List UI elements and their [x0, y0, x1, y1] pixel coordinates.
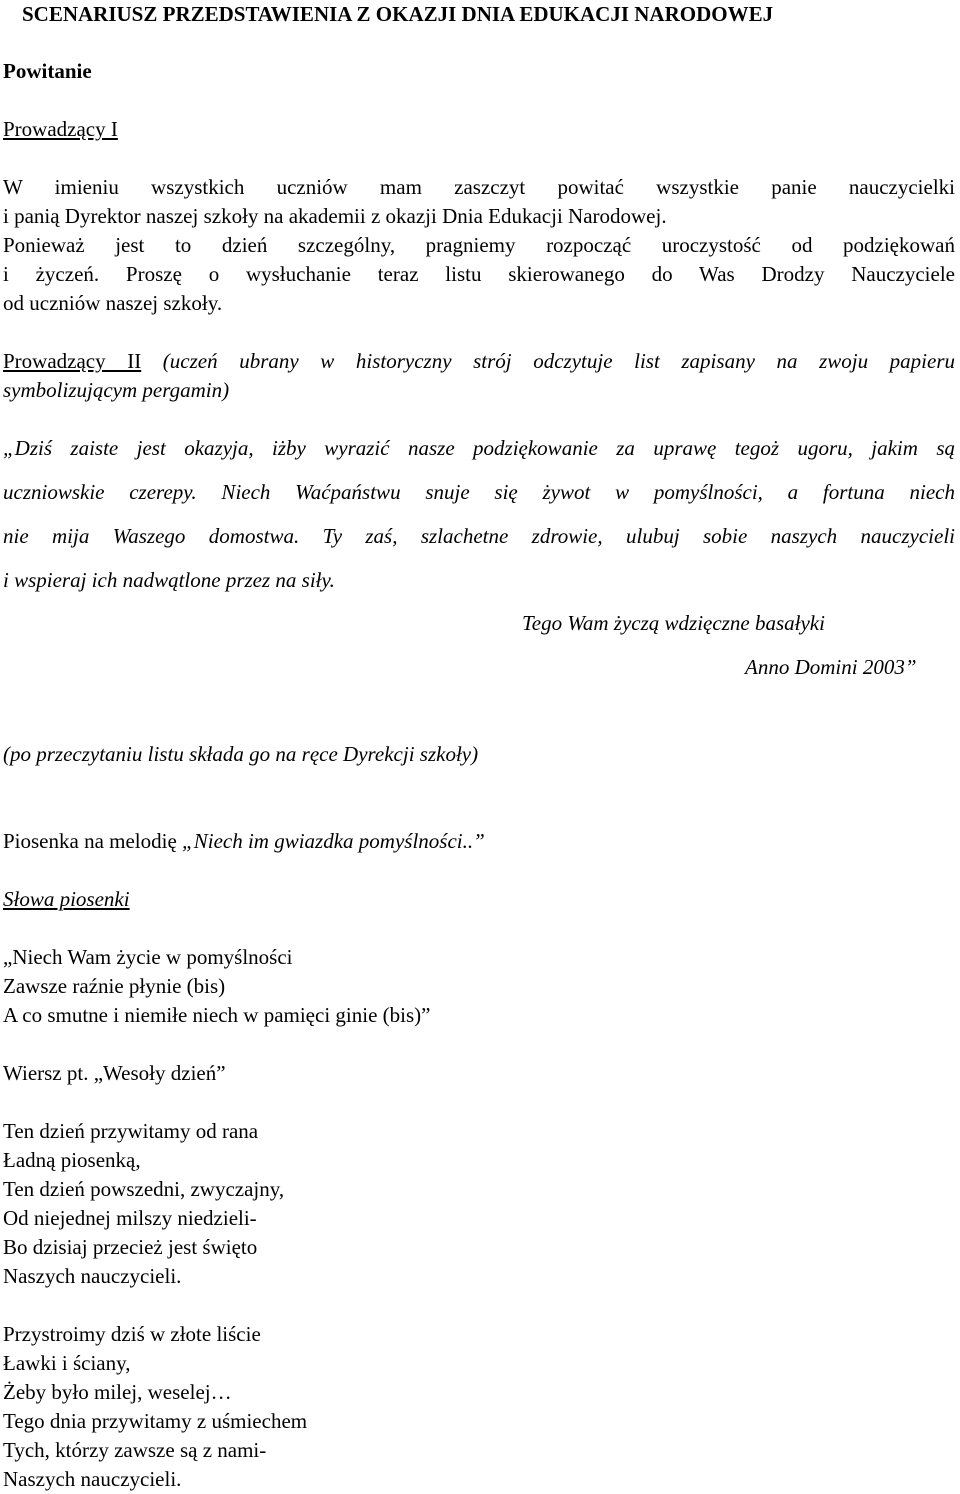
song-melody-title: „Niech im gwiazdka pomyślności..”	[182, 829, 485, 853]
document-title: SCENARIUSZ PRZEDSTAWIENIA Z OKAZJI DNIA EDUKACJI NARODOWEJ	[22, 2, 774, 26]
song-intro	[3, 827, 485, 856]
speaker1-line-5: od uczniów naszej szkoły.	[3, 291, 223, 315]
letter-line-1: „Dziś zaiste jest okazyja, iżby wyrazić nasze podziękowanie za uprawę tegoż ugoru, jakim są	[3, 436, 955, 460]
song-line-1: „Niech Wam życie w pomyślności	[3, 945, 293, 969]
poem-stanza2-line: Ławki i ściany,	[3, 1351, 131, 1375]
speaker1-line-2: i panią Dyrektor naszej szkoły na akademii z okazji Dnia Edukacji Narodowej.	[3, 204, 667, 228]
poem-stanza1-line: Od niejednej milszy niedzieli-	[3, 1206, 257, 1230]
poem-stanza2-line: Żeby było milej, weselej…	[3, 1380, 232, 1404]
letter-signature: Tego Wam życzą wdzięczne basałyki	[522, 611, 825, 635]
stage-direction: (uczeń ubrany w historyczny strój odczytuje list zapisany na zwoju papieru	[162, 349, 955, 373]
poem-stanza2-line: Tego dnia przywitamy z uśmiechem	[3, 1409, 308, 1433]
poem-stanza1-line: Ładną piosenką,	[3, 1148, 141, 1172]
poem-title: Wiersz pt. „Wesoły dzień”	[3, 1061, 226, 1085]
song-intro-text: Piosenka na melodię	[3, 829, 183, 853]
speaker2-line-1	[3, 347, 955, 376]
letter-line-4: i wspieraj ich nadwątlone przez na siły.	[3, 568, 335, 592]
speaker2-label: Prowadzący II	[3, 349, 142, 373]
poem-stanza2-line: Tych, którzy zawsze są z nami-	[3, 1438, 267, 1462]
speaker1-line-1: W imieniu wszystkich uczniów mam zaszczyt powitać wszystkie panie nauczycielki	[3, 175, 955, 199]
stage-direction-continued: symbolizującym pergamin)	[3, 378, 230, 402]
song-line-2: Zawsze raźnie płynie (bis)	[3, 974, 226, 998]
song-lyrics-label: Słowa piosenki	[3, 887, 130, 911]
section-heading-welcome: Powitanie	[3, 59, 92, 83]
poem-stanza1-line: Ten dzień przywitamy od rana	[3, 1119, 259, 1143]
poem-stanza1-line: Bo dzisiaj przecież jest święto	[3, 1235, 258, 1259]
poem-stanza2-line: Naszych nauczycieli.	[3, 1467, 182, 1491]
stage-direction-after-letter: (po przeczytaniu listu składa go na ręce Dyrekcji szkoły)	[3, 742, 479, 766]
letter-line-2: uczniowskie czerepy. Niech Waćpaństwu snuje się żywot w pomyślności, a fortuna niech	[3, 480, 955, 504]
letter-line-3: nie mija Waszego domostwa. Ty zaś, szlachetne zdrowie, ulubuj sobie naszych nauczycieli	[3, 524, 955, 548]
poem-stanza1-line: Naszych nauczycieli.	[3, 1264, 182, 1288]
speaker1-line-3: Ponieważ jest to dzień szczególny, pragniemy rozpocząć uroczystość od podziękowań	[3, 233, 955, 257]
speaker1-line-4: i życzeń. Proszę o wysłuchanie teraz listu skierowanego do Was Drodzy Nauczyciele	[3, 262, 955, 286]
letter-date: Anno Domini 2003”	[745, 655, 917, 679]
poem-stanza1-line: Ten dzień powszedni, zwyczajny,	[3, 1177, 285, 1201]
song-line-3: A co smutne i niemiłe niech w pamięci ginie (bis)”	[3, 1003, 431, 1027]
poem-stanza2-line: Przystroimy dziś w złote liście	[3, 1322, 261, 1346]
speaker1-label: Prowadzący I	[3, 117, 118, 141]
